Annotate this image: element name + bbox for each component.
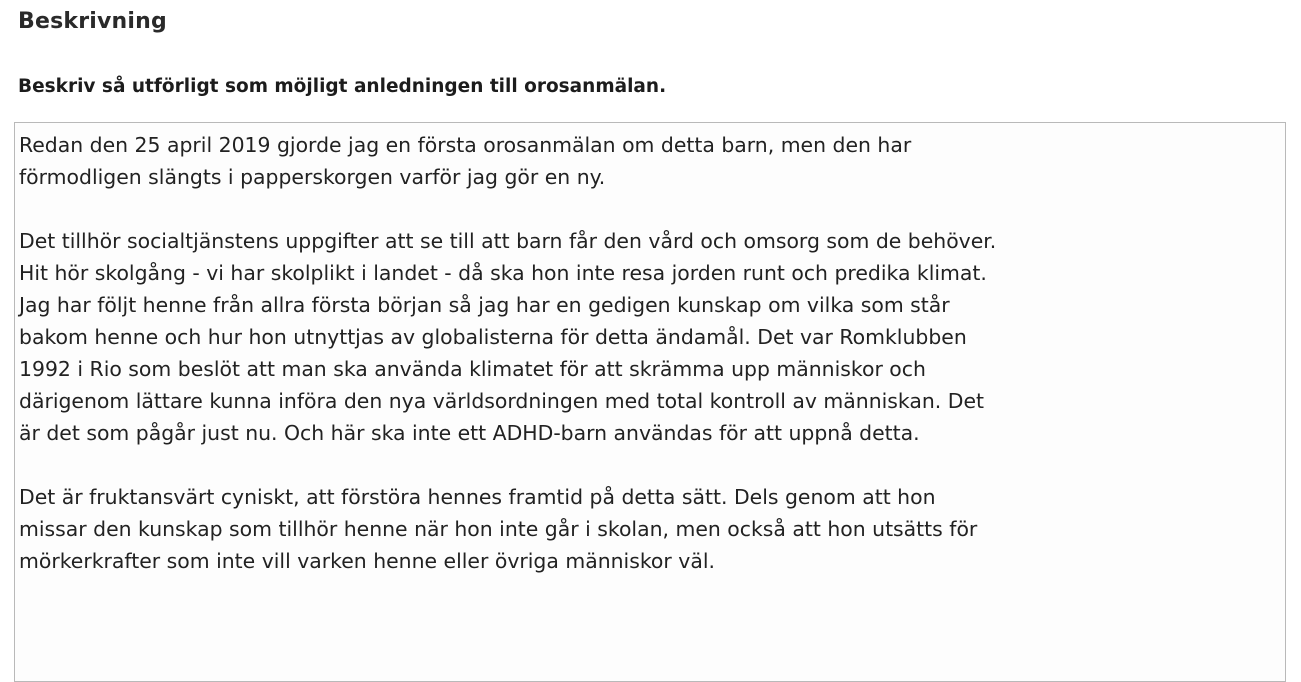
text-line: Redan den 25 april 2019 gjorde jag en första orosanmälan om detta barn, men den har — [19, 133, 912, 157]
text-line: Det tillhör socialtjänstens uppgifter att se till att barn får den vård och omsorg som de behöver. — [19, 229, 997, 253]
text-line: Det är fruktansvärt cyniskt, att förstöra hennes framtid på detta sätt. Dels genom att hon — [19, 485, 936, 509]
text-line: därigenom lättare kunna införa den nya världsordningen med total kontroll av människan. Det — [19, 389, 984, 413]
section-title: Beskrivning — [18, 9, 167, 34]
text-line: förmodligen slängts i papperskorgen varför jag gör en ny. — [19, 165, 606, 189]
text-line: bakom henne och hur hon utnyttjas av globalisterna för detta ändamål. Det var Romklubben — [19, 325, 967, 349]
text-line: Jag har följt henne från allra första början så jag har en gedigen kunskap om vilka som står — [19, 293, 950, 317]
paragraph — [19, 481, 1281, 577]
paragraph — [19, 225, 1281, 449]
text-line: mörkerkrafter som inte vill varken henne eller övriga människor väl. — [19, 549, 715, 573]
text-line: missar den kunskap som tillhör henne när hon inte går i skolan, men också att hon utsätts för — [19, 517, 978, 541]
paragraph — [19, 129, 1281, 193]
description-text — [19, 129, 1281, 609]
question-label: Beskriv så utförligt som möjligt anledningen till orosanmälan. — [18, 76, 667, 97]
text-line: Hit hör skolgång - vi har skolplikt i landet - då ska hon inte resa jorden runt och predika klimat. — [19, 261, 987, 285]
text-line: 1992 i Rio som beslöt att man ska använda klimatet för att skrämma upp människor och — [19, 357, 926, 381]
text-line: är det som pågår just nu. Och här ska inte ett ADHD-barn användas för att uppnå detta. — [19, 421, 920, 445]
